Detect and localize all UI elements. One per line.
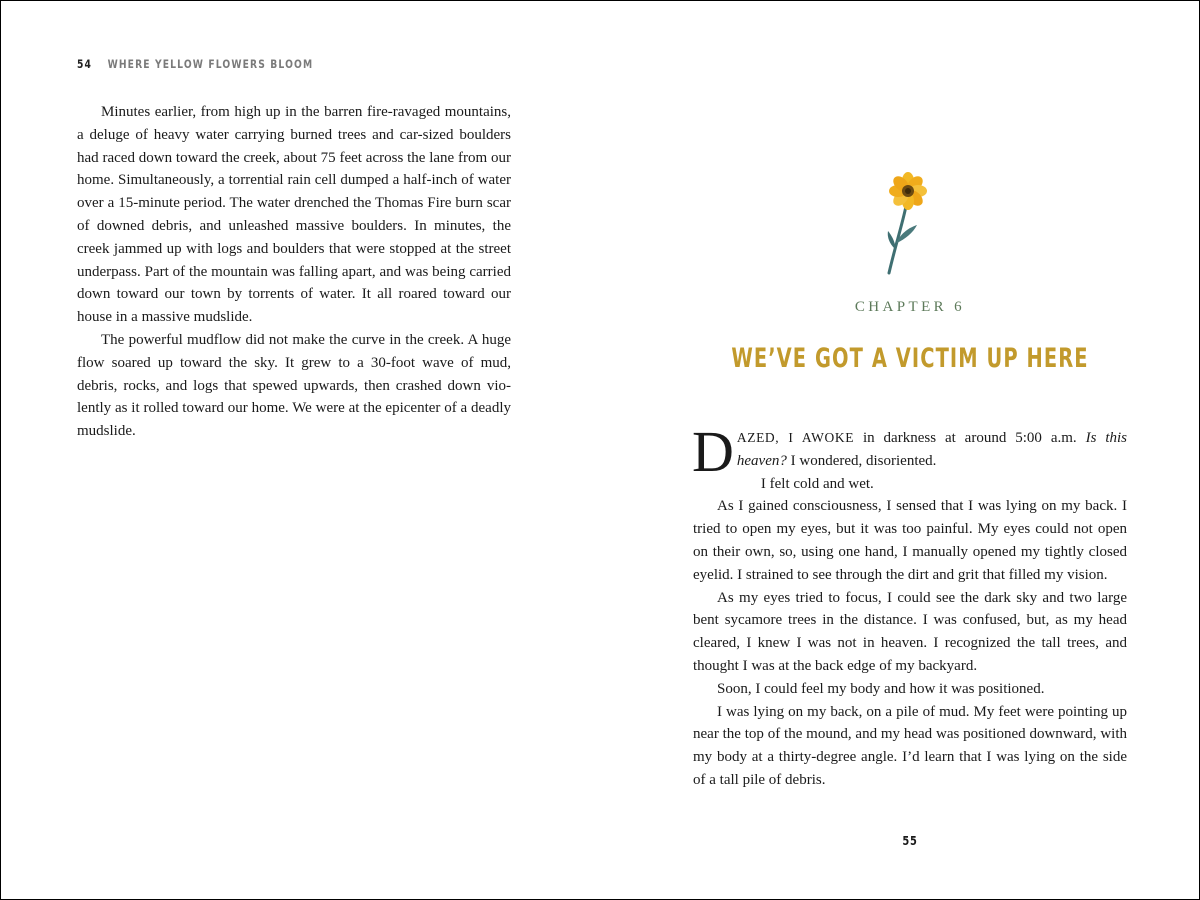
left-body-text [77,101,511,443]
paragraph: As I gained consciousness, I sensed that I was lying on my back. I tried to open my eyes, but it was too painful. My eyes could not open on their own, so, using one hand, I manually opened my tightly closed eyelid. I strained to see through the dirt and grit that filled my vision. [693,498,1127,583]
paragraph: As my eyes tried to focus, I could see the dark sky and two large bent sycamore trees in the distance. I was confused, but, as my head cleared, I knew I was not in heaven. I recognized the tall trees, and thought I was at the back edge of my backyard. [693,589,1127,674]
paragraph: I felt cold and wet. [760,475,874,492]
opening-italic: Is this heaven? [736,430,1127,469]
paragraph: Soon, I could feel my body and how it was positioned. [717,680,1045,697]
paragraph: Minutes earlier, from high up in the barren fire-ravaged mountains, a deluge of heavy water carrying burned trees and car-sized boulders had raced down toward the creek, about 75 feet across the lane from our home. Simultaneously, a torrential rain cell dumped a half-inch of water over a 15-minute period. The water drenched the Thomas Fire burn scar of downed debris, and unleashed massive boulders. In minutes, the creek jammed up with logs and boulders that were stopped at the street underpass. Part of the mountain was falling apart, and was being carried down toward our town by torrents of water. It all roared toward our house in a massive mudslide. [77,104,511,326]
paragraph: The powerful mudflow did not make the curve in the creek. A huge flow soared up toward the sky. It grew to a 30-foot wave of mud, debris, rocks, and logs that spewed upwards, then crashed down violently as it rolled toward our home. We were at the epicenter of a deadly mudslide. [77,331,511,440]
running-head [77,57,313,71]
chapter-label: CHAPTER 6 [854,299,966,315]
opening-text: in darkness at around 5:00 a.m. [854,430,1086,446]
right-body-text [692,419,1127,792]
chapter-title: WE’VE GOT A VICTIM UP HERE [731,343,1089,374]
drop-cap: D [692,419,734,484]
left-page-number: 54 [77,57,93,71]
opening-smallcaps: AZED, I AWOKE [736,430,855,445]
right-page [601,1,1199,899]
right-page-number: 55 [902,834,918,848]
paragraph: I was lying on my back, on a pile of mud. My feet were pointing up near the top of the mound, and my head was positioned downward, with my body at a thirty-degree angle. I’d learn that I was lying on the side of a tall pile of debris. [693,703,1127,788]
opening-end: I wondered, disoriented. [786,452,937,469]
yellow-flower-icon [867,169,933,279]
left-page [1,1,600,899]
running-head-title: WHERE YELLOW FLOWERS BLOOM [107,57,314,71]
